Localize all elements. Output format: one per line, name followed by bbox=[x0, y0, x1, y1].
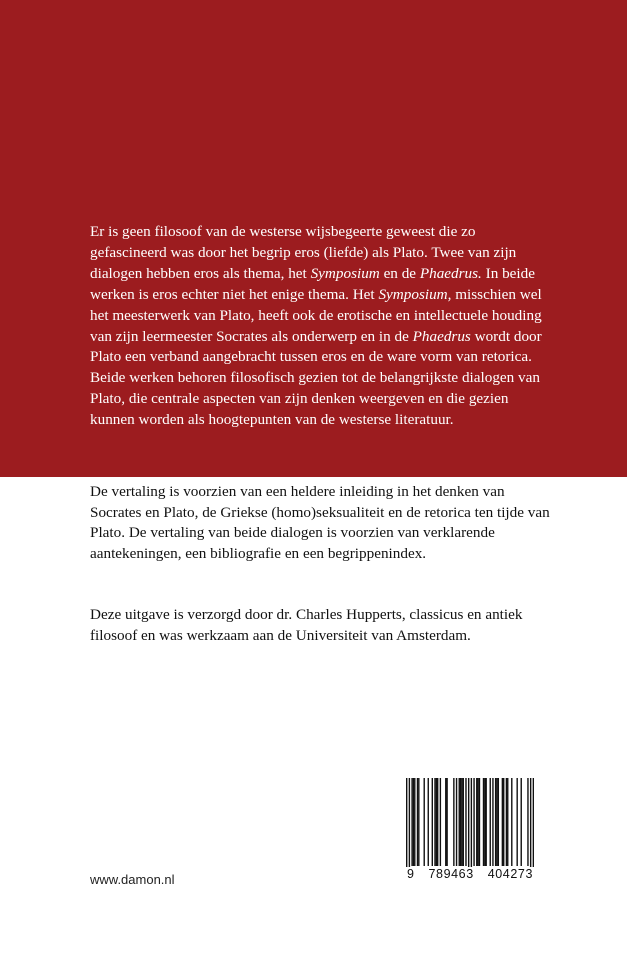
barcode-bar bbox=[485, 778, 486, 866]
barcode-bar bbox=[507, 778, 508, 866]
isbn-first-digit: 9 bbox=[407, 867, 415, 881]
barcode-bar bbox=[483, 778, 484, 866]
barcode-bar bbox=[440, 778, 441, 866]
barcode-bar bbox=[465, 778, 466, 866]
barcode-bar bbox=[492, 778, 493, 866]
barcode-bar bbox=[434, 778, 435, 866]
barcode-bar bbox=[414, 778, 415, 866]
isbn-number bbox=[406, 867, 534, 881]
blurb-paragraph: Er is geen filosoof van de westerse wijsbegeerte geweest die zo gefascineerd was door het begrip eros (liefde) als Plato. Twee van zijn dialogen hebben eros als thema, het Symposium en de Phaedrus. In beide werken is eros echter niet het enige thema. Het Symposium, misschien wel het meesterwerk van Plato, heeft ook de erotische en intellectuele houding van zijn leermeester Socrates als onderwerp en in de Phaedrus wordt door Plato een verband aangebracht tussen eros en de ware vorm van retorica. Beide werken behoren filosofisch gezien tot de belangrijkste dialogen van Plato, die centrale aspecten van zijn denken weergeven en die gezien kunnen worden als hoogtepunten van de westerse literatuur. bbox=[90, 223, 542, 429]
isbn-right-group: 404273 bbox=[487, 867, 533, 881]
barcode-bar bbox=[461, 778, 462, 866]
barcode-bar bbox=[527, 778, 528, 866]
barcode-bar bbox=[503, 778, 504, 866]
barcode-bar bbox=[428, 778, 429, 866]
title-symposium-2: Symposium, bbox=[378, 285, 452, 303]
barcode-bar bbox=[533, 778, 534, 874]
barcode-bar bbox=[479, 778, 480, 866]
barcode-bar bbox=[477, 778, 478, 866]
title-symposium: Symposium bbox=[310, 264, 380, 282]
barcode-bar bbox=[409, 778, 410, 874]
barcode-bar bbox=[516, 778, 517, 866]
barcode-bar bbox=[424, 778, 425, 866]
barcode-bar bbox=[521, 778, 522, 866]
translation-paragraph: De vertaling is voorzien van een heldere inleiding in het denken van Socrates en Plato, de Griekse (homo)seksualiteit en de retorica ten tijde van Plato. De vertaling van beide dialogen is voorzien van verklarende aantekeningen, een bibliografie en een begrippenindex. bbox=[90, 483, 550, 562]
barcode-bar bbox=[490, 778, 491, 866]
barcode-bar bbox=[498, 778, 499, 866]
title-phaedrus-2: Phaedrus bbox=[412, 327, 471, 345]
barcode-bar bbox=[471, 778, 472, 874]
publisher-website: www.damon.nl bbox=[90, 872, 175, 887]
barcode-bar bbox=[418, 778, 419, 866]
barcode-bar bbox=[417, 778, 418, 866]
barcode-bar bbox=[432, 778, 433, 866]
barcode-bar bbox=[459, 778, 460, 866]
title-phaedrus: Phaedrus. bbox=[419, 264, 482, 282]
isbn-left-group: 789463 bbox=[428, 867, 474, 881]
barcode-bar bbox=[530, 778, 531, 874]
barcode-bar bbox=[411, 778, 412, 866]
barcode-bar bbox=[445, 778, 446, 866]
barcode-bar bbox=[413, 778, 414, 866]
barcode-bar bbox=[460, 778, 461, 866]
barcode-bar bbox=[406, 778, 407, 874]
barcode-bar bbox=[463, 778, 464, 866]
barcode-bar bbox=[436, 778, 437, 866]
barcode-bar bbox=[476, 778, 477, 866]
barcode-bar bbox=[484, 778, 485, 866]
barcode-bars bbox=[406, 778, 534, 874]
barcode-bar bbox=[495, 778, 496, 866]
barcode-bar bbox=[456, 778, 457, 866]
barcode-bar bbox=[446, 778, 447, 866]
editor-paragraph: Deze uitgave is verzorgd door dr. Charles Hupperts, classicus en antiek filosoof en was werkzaam aan de Universiteit van Amsterdam. bbox=[90, 606, 523, 644]
barcode-bar bbox=[511, 778, 512, 866]
barcode-bar bbox=[502, 778, 503, 866]
barcode-bar bbox=[506, 778, 507, 866]
barcode-bar bbox=[468, 778, 469, 874]
barcode-bar bbox=[496, 778, 497, 866]
barcode-bar bbox=[473, 778, 474, 866]
barcode-bar bbox=[453, 778, 454, 866]
barcode-bar bbox=[437, 778, 438, 866]
